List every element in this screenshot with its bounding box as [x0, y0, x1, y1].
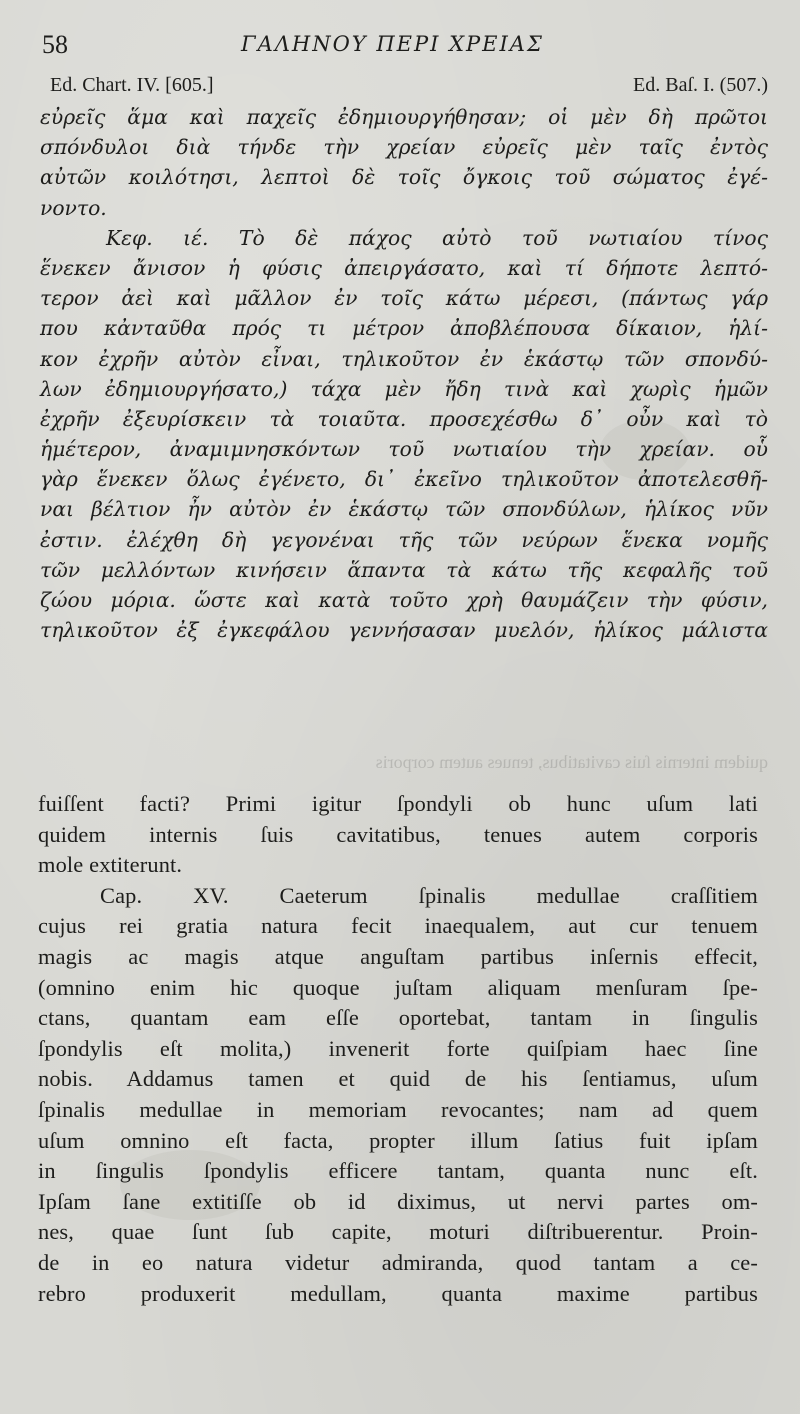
greek-line: που κἀνταῦθα πρός τι μέτρον ἀποβλέπουσα δίκαιον, ἡλί- [40, 316, 768, 341]
greek-line: γὰρ ἕνεκεν ὅλως ἐγένετο, δι᾽ ἐκεῖνο τηλικοῦτον ἀποτελεσθῆ- [40, 467, 768, 492]
greek-line: ἐστιν. ἐλέχθη δὴ γεγονέναι τῆς τῶν νεύρων ἕνεκα νομῆς [40, 527, 768, 552]
greek-text-block [40, 102, 768, 645]
greek-line: νοντο. [40, 195, 107, 220]
running-header [36, 30, 776, 62]
latin-line: ctans, quantam eam eſſe oportebat, tantam in ſingulis [38, 1005, 758, 1031]
greek-line: ἕνεκεν ἄνισον ἡ φύσις ἀπειργάσατο, καὶ τί δήποτε λεπτό- [40, 255, 768, 280]
running-title: ΓΑΛΗΝΟΥ ΠΕΡΙ ΧΡΕΙΑΣ [241, 32, 544, 56]
greek-line: ἐχρῆν ἐξευρίσκειν τὰ τοιαῦτα. προσεχέσθω δ᾽ οὖν καὶ τὸ [40, 406, 768, 431]
ghost-line: quidem internis ſuis cavitatibus, tenues autem corporis [375, 752, 768, 772]
greek-line: τηλικοῦτον ἐξ ἐγκεφάλου γεννήσασαν μυελόν, ἡλίκος μάλιστα [40, 618, 768, 643]
greek-line: κον ἐχρῆν αὐτὸν εἶναι, τηλικοῦτον ἐν ἑκάστῳ τῶν σπονδύ- [40, 346, 768, 371]
latin-line: ſpondylis eſt molita,) invenerit forte quiſpiam haec ſine [38, 1035, 758, 1061]
show-through-ghost-text [40, 752, 768, 776]
latin-line: mole extiterunt. [38, 852, 183, 878]
latin-line: fuiſſent facti? Primi igitur ſpondyli ob hunc uſum lati [38, 791, 758, 816]
latin-chapter-heading-line: Cap. XV. Caeterum ſpinalis medullae craſſitiem [100, 882, 758, 908]
latin-line: (omnino enim hic quoque juſtam aliquam menſuram ſpe- [38, 974, 758, 1000]
greek-line: ζώου μόρια. ὥστε καὶ κατὰ τοῦτο χρὴ θαυμάζειν τὴν φύσιν, [40, 588, 768, 612]
greek-line: ναι βέλτιον ἦν αὐτὸν ἐν ἑκάστῳ τῶν σπονδύλων, ἡλίκος νῦν [40, 497, 768, 522]
latin-line: rebro produxerit medullam, quanta maxime partibus [38, 1280, 758, 1306]
greek-line: αὐτῶν κοιλότησι, λεπτοὶ δὲ τοῖς ὄγκοις τοῦ σώματος ἐγέ- [40, 165, 768, 190]
latin-line: de in eo natura videtur admiranda, quod tantam a ce- [38, 1249, 758, 1275]
edition-reference-chartier: Ed. Chart. IV. [605.] [50, 74, 214, 96]
greek-line: εὐρεῖς ἅμα καὶ παχεῖς ἐδημιουργήθησαν; οἱ μὲν δὴ πρῶτοι [40, 105, 768, 129]
page-number: 58 [42, 30, 68, 59]
edition-reference-row [50, 74, 768, 100]
latin-line: nes, quae ſunt ſub capite, moturi diſtribuerentur. Proin- [38, 1219, 758, 1245]
latin-line: in ſingulis ſpondylis efficere tantam, quanta nunc eſt. [38, 1158, 758, 1184]
latin-line: uſum omnino eſt facta, propter illum ſatius fuit ipſam [38, 1127, 758, 1153]
greek-line: τερον ἀεὶ καὶ μᾶλλον ἐν τοῖς κάτω μέρεσι, (πάντως γάρ [40, 286, 768, 311]
greek-line: ἡμέτερον, ἀναμιμνησκόντων τοῦ νωτιαίου τὴν χρείαν. οὗ [40, 437, 768, 462]
edition-reference-basel: Ed. Baſ. I. (507.) [633, 74, 768, 96]
latin-line: ſpinalis medullae in memoriam revocantes; nam ad quem [38, 1096, 758, 1122]
latin-line: magis ac magis atque anguſtam partibus inſernis effecit, [38, 943, 758, 969]
greek-line: σπόνδυλοι διὰ τήνδε τὴν χρείαν εὐρεῖς μὲν ταῖς ἐντὸς [40, 135, 768, 160]
greek-line: τῶν μελλόντων κινήσειν ἅπαντα τὰ κάτω τῆς κεφαλῆς τοῦ [40, 557, 768, 582]
greek-line: λων ἐδημιουργήσατο,) τάχα μὲν ἤδη τινὰ καὶ χωρὶς ἡμῶν [40, 376, 768, 401]
latin-text-block [38, 789, 758, 1309]
latin-line: cujus rei gratia natura fecit inaequalem, aut cur tenuem [38, 913, 758, 939]
latin-line: quidem internis ſuis cavitatibus, tenues autem corporis [38, 821, 758, 847]
latin-line: nobis. Addamus tamen et quid de his ſentiamus, uſum [38, 1066, 758, 1092]
greek-chapter-heading-line: Κεφ. ιέ. Τὸ δὲ πάχος αὐτὸ τοῦ νωτιαίου τίνος [106, 225, 768, 250]
latin-line: Ipſam ſane extitiſſe ob id diximus, ut nervi partes om- [38, 1188, 758, 1214]
